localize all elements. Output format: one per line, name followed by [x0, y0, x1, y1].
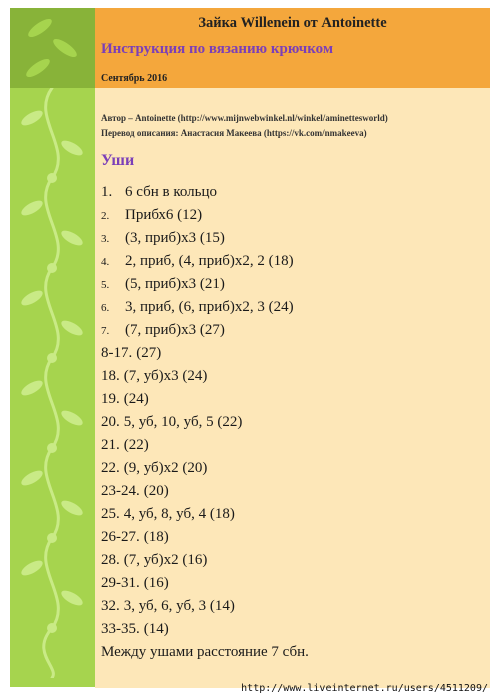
instruction-step	[101, 503, 481, 526]
step-number: 26-27.	[101, 529, 140, 545]
instruction-step	[101, 480, 481, 503]
instruction-step	[101, 319, 481, 342]
step-number: 1.	[101, 184, 113, 200]
document-subtitle: Инструкция по вязанию крючком	[101, 41, 334, 57]
step-number: 5.	[101, 279, 110, 291]
step-text: (18)	[143, 529, 169, 545]
step-text: 3, приб, (6, приб)х2, 3 (24)	[125, 299, 294, 315]
instruction-step	[101, 181, 481, 204]
step-text: (27)	[136, 345, 162, 361]
instruction-step	[101, 388, 481, 411]
step-text: 5, уб, 10, уб, 5 (22)	[123, 414, 243, 430]
step-text: (7, уб)х2 (16)	[123, 552, 208, 568]
instruction-step	[101, 595, 481, 618]
instruction-step	[101, 204, 481, 227]
step-text: (9, уб)х2 (20)	[123, 460, 208, 476]
step-number: 8-17.	[101, 345, 133, 361]
step-number: 23-24.	[101, 483, 140, 499]
section-heading: Уши	[101, 152, 135, 169]
step-text: 3, уб, 6, уб, 3 (14)	[123, 598, 235, 614]
step-text: (5, приб)х3 (21)	[125, 276, 225, 292]
step-text: (7, приб)х3 (27)	[125, 322, 225, 338]
step-number: 3.	[101, 233, 110, 245]
instruction-step	[101, 273, 481, 296]
step-number: 6.	[101, 302, 110, 314]
instruction-step	[101, 296, 481, 319]
step-number: 32.	[101, 598, 120, 614]
step-number: 22.	[101, 460, 120, 476]
instruction-step	[101, 250, 481, 273]
instruction-step	[101, 572, 481, 595]
step-text: (22)	[123, 437, 149, 453]
step-text: (16)	[143, 575, 169, 591]
instruction-step	[101, 549, 481, 572]
instruction-step	[101, 434, 481, 457]
footnote: Между ушами расстояние 7 сбн.	[101, 644, 309, 660]
step-number: 4.	[101, 256, 110, 268]
instruction-step	[101, 618, 481, 641]
instruction-step	[101, 227, 481, 250]
step-number: 33-35.	[101, 621, 140, 637]
header-band-corner	[10, 8, 95, 88]
floral-ornament-icon	[10, 78, 95, 678]
instruction-step	[101, 457, 481, 480]
document-title: Зайка Willenein от Antoinette	[198, 15, 387, 31]
step-number: 20.	[101, 414, 120, 430]
step-text: (14)	[143, 621, 169, 637]
instruction-steps-list	[101, 181, 481, 641]
step-number: 21.	[101, 437, 120, 453]
instruction-step	[101, 526, 481, 549]
step-number: 28.	[101, 552, 120, 568]
step-text: (7, уб)х3 (24)	[123, 368, 208, 384]
instruction-step	[101, 342, 481, 365]
step-text: (24)	[123, 391, 149, 407]
step-text: (20)	[143, 483, 169, 499]
step-text: 2, приб, (4, приб)х2, 2 (18)	[125, 253, 294, 269]
leaf-ornament-icon	[10, 8, 95, 88]
step-number: 19.	[101, 391, 120, 407]
step-text: (3, приб)х3 (15)	[125, 230, 225, 246]
author-credit: Автор – Antoinette (http://www.mijnwebwinkel.nl/winkel/aminettesworld)	[101, 113, 388, 123]
step-number: 29-31.	[101, 575, 140, 591]
step-text: Прибх6 (12)	[125, 207, 203, 223]
translator-credit: Перевод описания: Анастасия Макеева (https://vk.com/nmakeeva)	[101, 128, 367, 138]
step-number: 7.	[101, 325, 110, 337]
step-text: 6 сбн в кольцо	[125, 184, 218, 200]
decorative-side-band	[10, 8, 95, 687]
instruction-step	[101, 365, 481, 388]
document-date: Сентябрь 2016	[101, 73, 168, 84]
watermark-url: http://www.liveinternet.ru/users/4511209/	[241, 683, 488, 694]
step-number: 25.	[101, 506, 120, 522]
step-text: 4, уб, 8, уб, 4 (18)	[123, 506, 235, 522]
step-number: 2.	[101, 210, 110, 222]
step-number: 18.	[101, 368, 120, 384]
instruction-step	[101, 411, 481, 434]
